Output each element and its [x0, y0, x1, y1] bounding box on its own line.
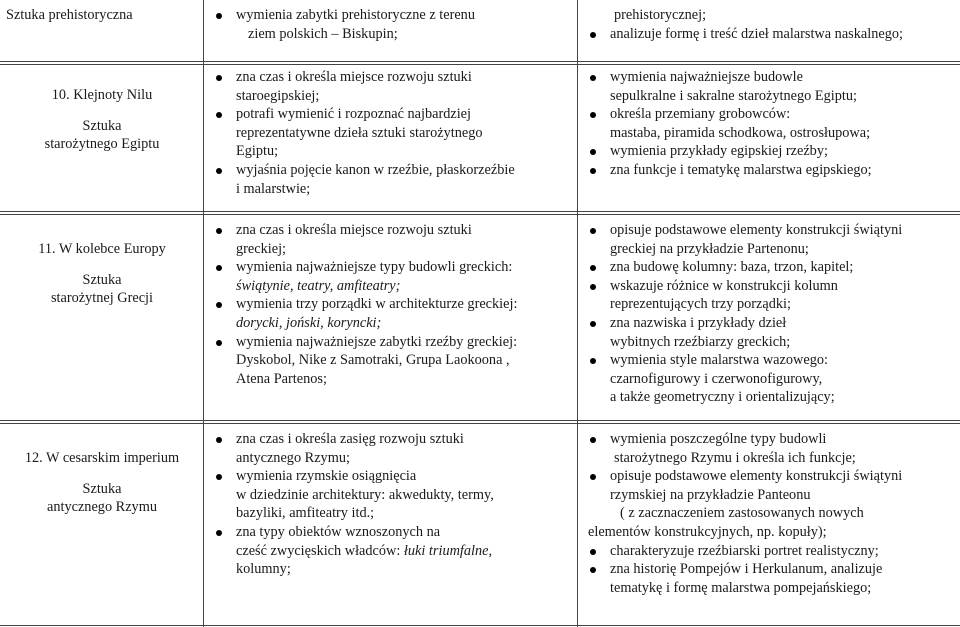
list-item-text: mastaba, piramida schodkowa, ostrosłupowa; — [610, 124, 871, 141]
list-item-text: wymienia zabytki prehistoryczne z terenu — [236, 7, 475, 23]
list-item-text: zna typy obiektów wznoszonych na — [236, 523, 441, 540]
list-item-text: sepulkralne i sakralne starożytnego Egiptu; — [610, 87, 857, 104]
list-item-text: potrafi wymienić i rozpoznać najbardziej — [236, 106, 471, 123]
row-divider — [0, 211, 960, 212]
list-item — [210, 430, 570, 449]
list-item — [584, 314, 956, 333]
bullet-icon — [590, 149, 596, 155]
list-item — [584, 6, 956, 25]
list-item — [584, 25, 956, 44]
list-item — [210, 504, 570, 523]
topic-cell — [6, 86, 198, 154]
bullet-icon — [590, 228, 596, 234]
bullet-icon — [216, 112, 222, 118]
bullet-icon — [590, 474, 596, 480]
list-item-text: wymienia najważniejsze budowle — [610, 69, 803, 85]
bullet-icon — [590, 549, 596, 555]
requirement-list — [584, 430, 956, 597]
list-item-text: reprezentatywne dzieła sztuki starożytnego — [236, 124, 483, 141]
bullet-icon — [590, 284, 596, 290]
topic-line: Sztuka — [82, 117, 122, 134]
extended-requirements-cell — [584, 6, 956, 43]
list-item-text: cześć zwycięskich władców: — [236, 542, 404, 559]
list-item-text: rzymskiej na przykładzie Panteonu — [610, 486, 811, 503]
requirement-list — [584, 68, 956, 180]
list-item-text: wymienia najważniejsze zabytki rzeźby greckiej: — [236, 333, 518, 350]
list-item-text: opisuje podstawowe elementy konstrukcji świątyni — [610, 468, 903, 485]
list-item — [584, 87, 956, 106]
list-item-text: a także geometryczny i orientalizujący; — [610, 389, 835, 406]
list-item — [210, 333, 570, 352]
topic-line: starożytnej Grecji — [50, 290, 154, 307]
list-item — [210, 277, 570, 296]
list-item — [210, 142, 570, 161]
list-item — [584, 221, 956, 240]
requirement-list — [210, 221, 570, 388]
list-item — [584, 542, 956, 561]
topic-line: antycznego Rzymu — [47, 499, 157, 516]
list-item-text: analizuje formę i treść dzieł malarstwa naskalnego; — [610, 25, 903, 42]
list-item-text: Dyskobol, Nike z Samotraki, Grupa Laokoona , — [236, 352, 510, 369]
basic-requirements-cell — [210, 221, 570, 388]
topic-line: Sztuka — [82, 271, 122, 288]
bullet-icon — [590, 265, 596, 271]
list-item-text: wymienia style malarstwa wazowego: — [610, 352, 828, 369]
row-divider — [0, 61, 960, 62]
row-divider — [0, 420, 960, 421]
list-item-text: wskazuje różnice w konstrukcji kolumn — [610, 277, 838, 294]
extended-requirements-cell — [584, 221, 956, 407]
list-item — [210, 6, 570, 25]
extended-requirements-cell — [584, 430, 956, 597]
list-item — [210, 295, 570, 314]
list-item-text: dorycki, joński, koryncki; — [236, 314, 382, 331]
list-item — [584, 388, 956, 407]
list-item-text: wymienia najważniejsze typy budowli greckich: — [236, 259, 513, 276]
list-item-text: tematykę i formę malarstwa pompejańskiego; — [610, 579, 872, 596]
list-item-text: świątynie, teatry, amfiteatry; — [236, 277, 401, 294]
list-item — [584, 333, 956, 352]
requirement-list — [210, 68, 570, 198]
list-item-text: ziem polskich – Biskupin; — [248, 25, 398, 42]
list-item-text: wyjaśnia pojęcie kanon w rzeźbie, płaskorzeźbie — [236, 161, 515, 178]
requirement-list — [584, 6, 956, 43]
bullet-icon — [590, 567, 596, 573]
extended-requirements-cell — [584, 68, 956, 180]
list-item — [210, 560, 570, 579]
list-item-text: i malarstwie; — [236, 180, 311, 197]
list-item — [210, 542, 570, 561]
list-item — [210, 180, 570, 199]
list-item — [584, 351, 956, 370]
list-item — [584, 486, 956, 505]
list-item — [210, 467, 570, 486]
basic-requirements-cell — [210, 68, 570, 198]
list-item-text: charakteryzuje rzeźbiarski portret realistyczny; — [610, 542, 879, 559]
bullet-icon — [590, 32, 596, 38]
list-item — [210, 221, 570, 240]
bullet-icon — [216, 168, 222, 174]
bullet-icon — [216, 228, 222, 234]
bullet-icon — [216, 13, 222, 19]
bullet-icon — [216, 530, 222, 536]
topic-line: 11. W kolebce Europy — [38, 241, 166, 257]
requirement-list — [210, 6, 570, 43]
list-item-text: greckiej; — [236, 240, 287, 257]
topic-cell — [6, 240, 198, 308]
list-item — [584, 105, 956, 124]
list-item-text: zna nazwiska i przykłady dzieł — [610, 314, 787, 331]
bullet-icon — [216, 75, 222, 81]
list-item — [210, 105, 570, 124]
list-item — [210, 486, 570, 505]
list-item-text: reprezentujących trzy porządki; — [610, 296, 791, 313]
list-item-text: wymienia przykłady egipskiej rzeźby; — [610, 143, 828, 160]
list-item — [584, 430, 956, 449]
list-item-text: staroegipskiej; — [236, 87, 320, 104]
list-item — [584, 579, 956, 598]
list-item-text: Atena Partenos; — [236, 370, 327, 387]
basic-requirements-cell — [210, 430, 570, 579]
list-item — [584, 142, 956, 161]
list-item-text: antycznego Rzymu; — [236, 449, 350, 466]
list-item — [210, 25, 570, 44]
bullet-icon — [590, 168, 596, 174]
list-item — [210, 314, 570, 333]
bullet-icon — [590, 321, 596, 327]
list-item-text: elementów konstrukcyjnych, np. kopuły); — [588, 523, 827, 540]
list-item-text: w dziedzinie architektury: akwedukty, termy, — [236, 486, 494, 503]
list-item — [210, 523, 570, 542]
list-item-text: greckiej na przykładzie Partenonu; — [610, 240, 809, 257]
list-item — [584, 240, 956, 259]
list-item-text: wymienia poszczególne typy budowli — [610, 431, 827, 447]
bullet-icon — [590, 358, 596, 364]
bullet-icon — [590, 112, 596, 118]
requirement-list — [210, 430, 570, 579]
list-item — [210, 370, 570, 389]
column-divider — [203, 0, 204, 627]
list-item — [584, 504, 956, 523]
requirement-list — [584, 221, 956, 407]
list-item — [210, 240, 570, 259]
row-divider — [0, 625, 960, 626]
list-item — [584, 449, 956, 468]
bullet-icon — [590, 437, 596, 443]
topic-line: Sztuka — [82, 480, 122, 497]
list-item-text: zna historię Pompejów i Herkulanum, analizuje — [610, 561, 883, 578]
list-item-text: wymienia rzymskie osiągnięcia — [236, 468, 417, 485]
list-item-text: zna budowę kolumny: baza, trzon, kapitel; — [610, 259, 854, 276]
list-item-text: kolumny; — [236, 561, 291, 578]
row-divider — [0, 423, 960, 424]
list-item-text-italic: łuki triumfalne, — [403, 542, 493, 559]
list-item — [210, 258, 570, 277]
list-item — [210, 449, 570, 468]
list-item — [584, 161, 956, 180]
bullet-icon — [590, 75, 596, 81]
list-item-text: zna czas i określa miejsce rozwoju sztuki — [236, 222, 472, 238]
list-item-text: wybitnych rzeźbiarzy greckich; — [610, 333, 791, 350]
list-item-text: określa przemiany grobowców: — [610, 106, 791, 123]
list-item-text: zna czas i określa zasięg rozwoju sztuki — [236, 431, 464, 447]
list-item-text: Egiptu; — [236, 143, 279, 160]
topic-line: starożytnego Egiptu — [44, 136, 160, 153]
list-item-text: ( z zacznaczeniem zastosowanych nowych — [620, 505, 864, 522]
topic-line: 10. Klejnoty Nilu — [51, 87, 153, 103]
list-item-text: prehistorycznej; — [614, 7, 707, 23]
bullet-icon — [216, 340, 222, 346]
topic-cell — [6, 449, 198, 517]
bullet-icon — [216, 302, 222, 308]
list-item — [210, 351, 570, 370]
list-item — [584, 467, 956, 486]
bullet-icon — [216, 265, 222, 271]
list-item-text: czarnofigurowy i czerwonofigurowy, — [610, 370, 823, 387]
list-item-text: wymienia trzy porządki w architekturze greckiej: — [236, 296, 518, 313]
topic-line: Sztuka prehistoryczna — [6, 7, 133, 23]
list-item — [210, 68, 570, 87]
basic-requirements-cell — [210, 6, 570, 43]
list-item — [584, 124, 956, 143]
list-item — [210, 161, 570, 180]
bullet-icon — [216, 437, 222, 443]
list-item-text: starożytnego Rzymu i określa ich funkcje; — [614, 449, 856, 466]
list-item — [584, 295, 956, 314]
list-item — [584, 560, 956, 579]
list-item — [584, 68, 956, 87]
row-divider — [0, 214, 960, 215]
list-item — [584, 523, 956, 542]
list-item — [584, 370, 956, 389]
list-item-text: bazyliki, amfiteatry itd.; — [236, 505, 375, 522]
list-item — [584, 258, 956, 277]
topic-line: 12. W cesarskim imperium — [24, 450, 180, 466]
list-item — [584, 277, 956, 296]
bullet-icon — [216, 474, 222, 480]
column-divider — [577, 0, 578, 627]
list-item-text: opisuje podstawowe elementy konstrukcji świątyni — [610, 222, 903, 238]
list-item-text: zna funkcje i tematykę malarstwa egipskiego; — [610, 161, 872, 178]
list-item — [210, 87, 570, 106]
list-item-text: zna czas i określa miejsce rozwoju sztuki — [236, 69, 472, 85]
row-divider — [0, 64, 960, 65]
list-item — [210, 124, 570, 143]
topic-cell — [6, 6, 198, 25]
